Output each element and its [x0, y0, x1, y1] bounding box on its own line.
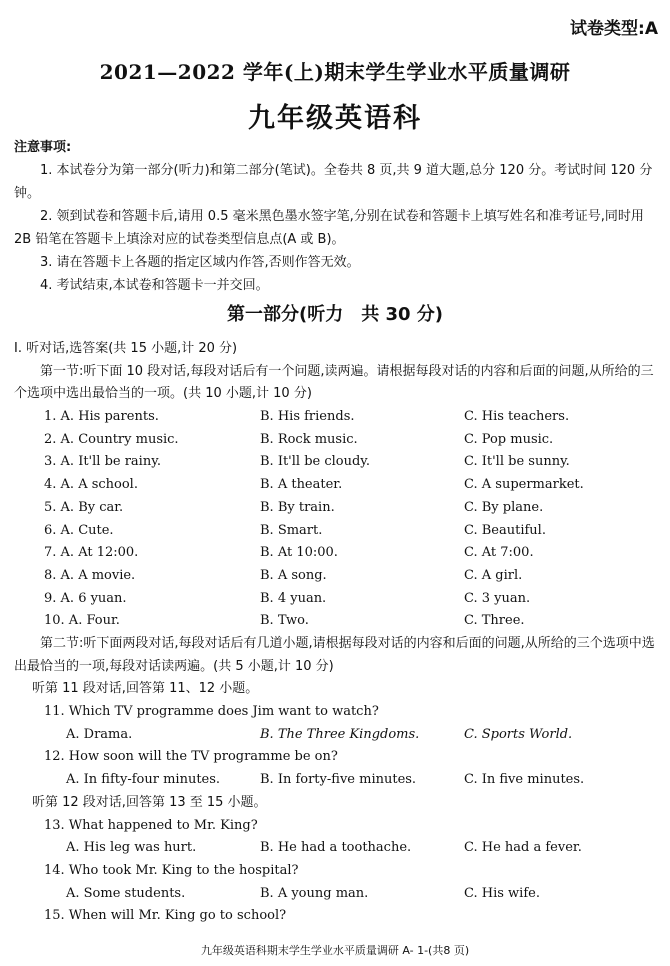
notice-item: 4. 考试结束,本试卷和答题卡一并交回。: [40, 278, 269, 293]
option-a: 6. A. Cute.: [44, 522, 114, 538]
notice-section: [14, 136, 656, 297]
option-a: 2. A. Country music.: [44, 431, 179, 447]
option-c: C. Beautiful.: [464, 522, 546, 538]
dialog-12-heading: 听第 12 段对话,回答第 13 至 15 小题。: [32, 794, 267, 810]
section-heading: Ⅰ. 听对话,选答案(共 15 小题,计 20 分): [14, 341, 238, 356]
option-c: C. Three.: [464, 613, 525, 629]
dialog-11-heading: 听第 11 段对话,回答第 11、12 小题。: [32, 681, 259, 697]
option-c: C. It'll be sunny.: [464, 454, 570, 470]
question-stem: 14. Who took Mr. King to the hospital?: [44, 862, 299, 878]
notice-item: 1. 本试卷分为第一部分(听力)和第二部分(笔试)。全卷共 8 页,共 9 道大题,总分 120 分。考试时间 120 分钟。: [14, 163, 653, 201]
question-row: [14, 406, 658, 429]
option-b: B. A theater.: [260, 477, 343, 493]
question-stem: 13. What happened to Mr. King?: [44, 817, 258, 833]
notice-item: 2. 领到试卷和答题卡后,请用 0.5 毫米黑色墨水签字笔,分别在试卷和答题卡上填写姓名和准考证号,同时用 2B 铅笔在答题卡上填涂对应的试卷类型信息点(A 或 B)。: [14, 209, 644, 247]
option-a: 7. A. At 12:00.: [44, 545, 139, 561]
option-c: C. Sports World.: [464, 726, 573, 742]
option-a: 9. A. 6 yuan.: [44, 590, 127, 606]
sub2-instructions: 第二节:听下面两段对话,每段对话后有几道小题,请根据每段对话的内容和后面的问题,从所给的三个选项中选出最恰当的一项,每段对话读两遍。(共 5 小题,计 10 分): [14, 635, 655, 674]
option-b: B. Two.: [260, 613, 309, 629]
option-c: C. In five minutes.: [464, 772, 585, 788]
question-row: [14, 520, 658, 543]
question-row: [14, 588, 658, 611]
options-row: [14, 769, 658, 792]
exam-title: 2021—2022 学年(上)期末学生学业水平质量调研: [99, 60, 571, 84]
option-b: B. By train.: [260, 499, 335, 515]
option-a: A. In fifty-four minutes.: [66, 772, 221, 788]
question-stem: 11. Which TV programme does Jim want to watch?: [44, 704, 379, 720]
option-a: A. Some students.: [66, 885, 186, 901]
sub1-instructions: 第一节:听下面 10 段对话,每段对话后有一个问题,读两遍。请根据每段对话的内容和后面的问题,从所给的三个选项中选出最恰当的一项。(共 10 小题,计 10 分): [14, 363, 654, 402]
question-row: [14, 542, 658, 565]
option-c: C. By plane.: [464, 499, 544, 515]
question-row: [14, 451, 658, 474]
option-a: 3. A. It'll be rainy.: [44, 454, 161, 470]
option-c: C. He had a fever.: [464, 840, 582, 856]
option-c: C. 3 yuan.: [464, 590, 531, 606]
options-row: [14, 837, 658, 860]
option-b: B. It'll be cloudy.: [260, 454, 371, 470]
option-a: 8. A. A movie.: [44, 567, 136, 583]
option-b: B. A song.: [260, 567, 327, 583]
notice-heading: 注意事项:: [14, 140, 72, 155]
option-a: 4. A. A school.: [44, 477, 138, 493]
subject-title: 九年级英语科: [248, 103, 422, 134]
question-stem: 15. When will Mr. King go to school?: [44, 908, 287, 924]
options-row: [14, 724, 658, 747]
question-row: [14, 565, 658, 588]
paper-type-label: 试卷类型:A: [570, 19, 658, 39]
option-b: B. At 10:00.: [260, 545, 338, 561]
option-b: B. A young man.: [260, 885, 369, 901]
option-a: A. Drama.: [66, 726, 133, 742]
option-b: B. Rock music.: [260, 431, 358, 447]
option-a: 1. A. His parents.: [44, 409, 159, 425]
option-a: A. His leg was hurt.: [66, 840, 197, 856]
option-c: C. His wife.: [464, 885, 540, 901]
option-c: C. Pop music.: [464, 431, 554, 447]
option-c: C. A girl.: [464, 567, 523, 583]
option-b: B. 4 yuan.: [260, 590, 327, 606]
listening-section: [14, 338, 658, 928]
page-footer: 九年级英语科期末学生学业水平质量调研 A- 1-(共8 页): [200, 944, 470, 957]
option-a: 5. A. By car.: [44, 499, 124, 515]
option-c: C. A supermarket.: [464, 477, 584, 493]
options-row: [14, 883, 658, 906]
option-a: 10. A. Four.: [44, 613, 120, 629]
part-one-title: 第一部分(听力 共 30 分): [226, 304, 444, 325]
option-c: C. At 7:00.: [464, 545, 534, 561]
option-b: B. Smart.: [260, 522, 323, 538]
option-b: B. He had a toothache.: [260, 840, 412, 856]
question-row: [14, 429, 658, 452]
option-b: B. In forty-five minutes.: [260, 772, 417, 788]
question-row: [14, 497, 658, 520]
option-b: B. The Three Kingdoms.: [260, 726, 420, 742]
question-stem: 12. How soon will the TV programme be on?: [44, 749, 338, 765]
question-row: [14, 610, 658, 633]
notice-item: 3. 请在答题卡上各题的指定区域内作答,否则作答无效。: [40, 255, 360, 270]
option-c: C. His teachers.: [464, 409, 570, 425]
option-b: B. His friends.: [260, 409, 355, 425]
question-row: [14, 474, 658, 497]
